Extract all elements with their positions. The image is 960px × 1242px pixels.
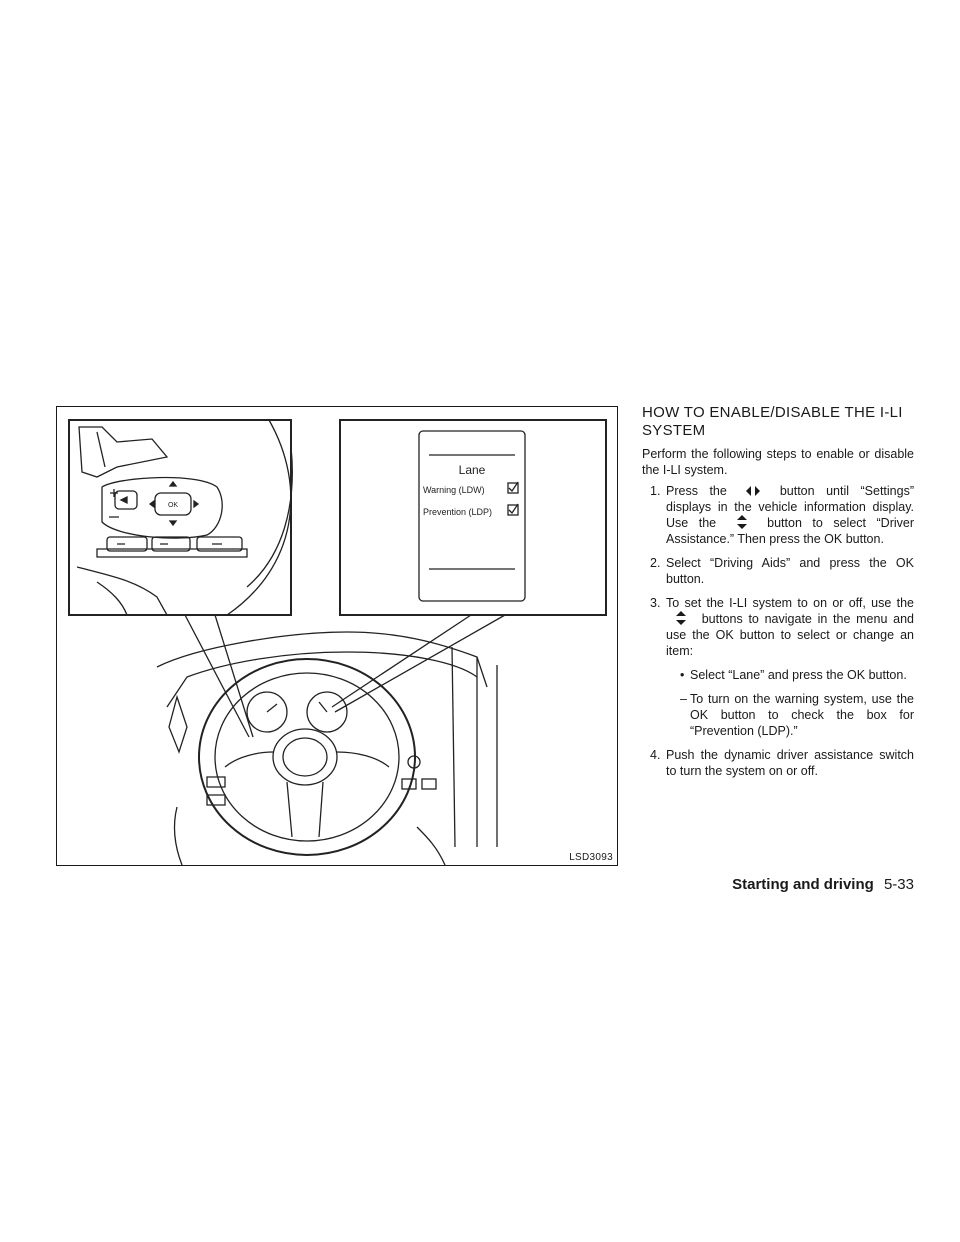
dash-text: To turn on the warning system, use the OK button to check the box for “Prevention (LDP).” (690, 692, 914, 738)
step-3-text-a: To set the I-LI system to on or off, use the (666, 596, 914, 610)
step-1-text-c: button to select “Driver Assistance.” Then press the OK button. (666, 516, 914, 546)
section-title (642, 404, 914, 440)
page-number: 5-33 (883, 876, 914, 893)
dash-mark: – (680, 692, 687, 706)
display-inset (340, 420, 606, 615)
section-title-line1: HOW TO ENABLE/DISABLE THE I-LI (642, 404, 903, 421)
step-number: 3. (650, 596, 661, 610)
page-footer (732, 876, 914, 893)
up-down-arrows-icon (666, 611, 696, 625)
step-4 (642, 747, 914, 779)
step-number: 4. (650, 748, 661, 762)
bullet-text: Select “Lane” and press the OK button. (690, 668, 907, 682)
dashboard-illustration (57, 407, 619, 867)
step-3 (642, 595, 914, 659)
instruction-column (642, 404, 914, 787)
step-number: 2. (650, 556, 661, 570)
left-right-arrows-icon (738, 485, 768, 499)
bullet-item (642, 667, 914, 683)
wheel-ok-label: OK (167, 502, 179, 509)
illustration-figure (56, 406, 618, 866)
footer-section-name: Starting and driving (732, 876, 874, 893)
screen-item-warning: Warning (LDW) (423, 485, 485, 495)
section-title-line2: SYSTEM (642, 422, 706, 439)
step-3-text-b: buttons to navigate in the menu and use the OK button to select or change an item: (666, 612, 914, 658)
figure-code: LSD3093 (569, 852, 613, 863)
screen-item-prevention: Prevention (LDP) (423, 507, 493, 517)
step-1 (642, 483, 914, 547)
step-number: 1. (650, 484, 661, 498)
step-2-text: Select “Driving Aids” and press the OK button. (666, 556, 914, 586)
up-down-arrows-icon (727, 515, 757, 529)
intro-paragraph: Perform the following steps to enable or disable the I-LI system. (642, 447, 914, 477)
step-2 (642, 555, 914, 587)
step-4-text: Push the dynamic driver assistance switch to turn the system on or off. (666, 748, 914, 778)
screen-title: Lane (458, 463, 486, 477)
bullet-mark: • (680, 668, 685, 682)
dash-item (642, 691, 914, 739)
step-1-text-a: Press the (666, 484, 727, 498)
step-1-text-b: button until “Settings” displays in the vehicle information display. Use the (666, 484, 914, 530)
